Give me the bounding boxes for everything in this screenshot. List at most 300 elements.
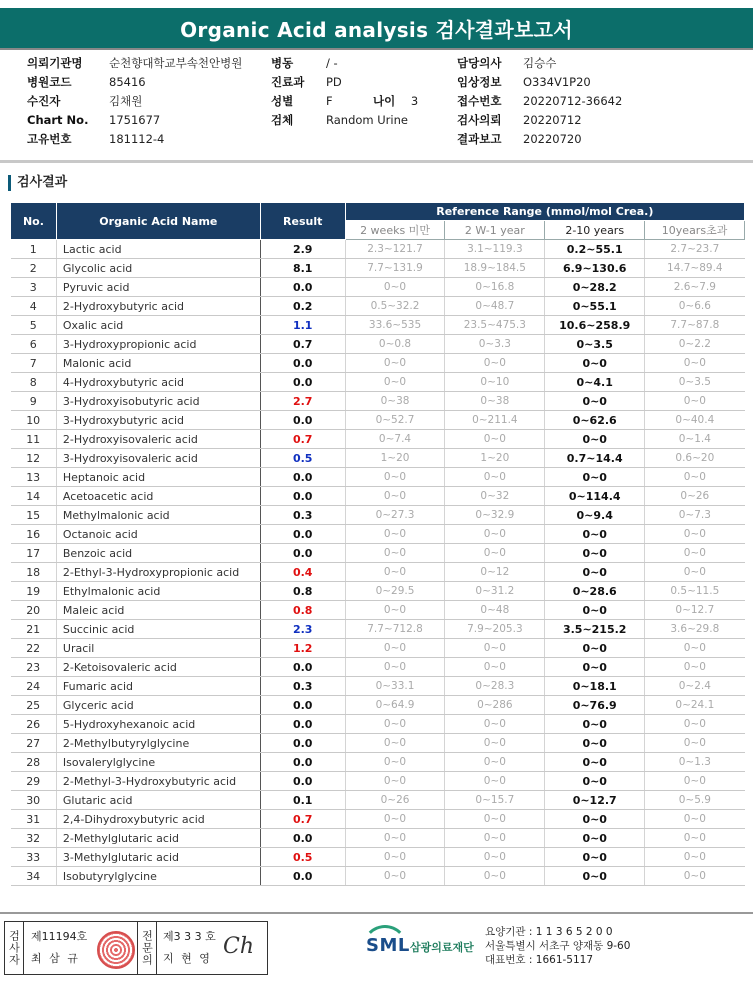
range-2weeks: 0~0 <box>345 829 445 848</box>
range-1year: 0~12 <box>445 563 545 582</box>
table-row <box>11 506 745 525</box>
acid-name: 3-Methylglutaric acid <box>56 848 260 867</box>
range-over10: 0~0 <box>645 734 745 753</box>
range-1year: 0~38 <box>445 392 545 411</box>
info-column-3 <box>457 54 622 149</box>
range-1year: 0~0 <box>445 772 545 791</box>
row-number: 6 <box>11 335 57 354</box>
result-value: 0.0 <box>260 354 345 373</box>
range-2weeks: 0~52.7 <box>345 411 445 430</box>
info-value: 순천향대학교부속천안병원 <box>109 56 243 70</box>
range-10years: 0~0 <box>545 468 645 487</box>
range-1year: 0~48 <box>445 601 545 620</box>
result-value: 0.0 <box>260 696 345 715</box>
acid-name: Lactic acid <box>56 240 260 259</box>
row-number: 31 <box>11 810 57 829</box>
row-number: 11 <box>11 430 57 449</box>
range-over10: 0~0 <box>645 525 745 544</box>
acid-name: Oxalic acid <box>56 316 260 335</box>
row-number: 15 <box>11 506 57 525</box>
signature-mark: Ch <box>223 934 255 959</box>
range-over10: 0~0 <box>645 772 745 791</box>
info-value: 20220712 <box>523 113 582 127</box>
range-over10: 2.6~7.9 <box>645 278 745 297</box>
info-row <box>271 92 333 111</box>
header-range-over10: 10years초과 <box>645 221 745 240</box>
result-value: 0.7 <box>260 335 345 354</box>
acid-name: Fumaric acid <box>56 677 260 696</box>
info-value: O334V1P20 <box>523 75 591 89</box>
header-range-2weeks: 2 weeks 미만 <box>345 221 445 240</box>
range-1year: 0~0 <box>445 525 545 544</box>
table-row <box>11 563 745 582</box>
acid-name: Glycolic acid <box>56 259 260 278</box>
range-over10: 0~6.6 <box>645 297 745 316</box>
info-value: 김승수 <box>523 56 557 70</box>
table-row <box>11 772 745 791</box>
range-2weeks: 0~0 <box>345 848 445 867</box>
result-value: 0.0 <box>260 658 345 677</box>
row-number: 25 <box>11 696 57 715</box>
table-row <box>11 753 745 772</box>
range-10years: 0~0 <box>545 829 645 848</box>
info-value: Random Urine <box>326 113 408 127</box>
range-1year: 0~286 <box>445 696 545 715</box>
table-row <box>11 297 745 316</box>
range-2weeks: 0~0 <box>345 278 445 297</box>
range-10years: 0.2~55.1 <box>545 240 645 259</box>
range-over10: 0~7.3 <box>645 506 745 525</box>
footer <box>0 915 753 982</box>
address-block <box>485 925 630 967</box>
range-2weeks: 0~0 <box>345 867 445 886</box>
range-2weeks: 0~7.4 <box>345 430 445 449</box>
range-over10: 0.5~11.5 <box>645 582 745 601</box>
footer-divider <box>0 912 753 914</box>
info-row <box>457 130 622 149</box>
acid-name: 2-Methyl-3-Hydroxybutyric acid <box>56 772 260 791</box>
info-value: F <box>326 94 333 108</box>
info-row <box>457 73 622 92</box>
specialist-number: 제3 3 3 호 <box>163 930 216 943</box>
result-value: 0.0 <box>260 373 345 392</box>
row-number: 21 <box>11 620 57 639</box>
table-row <box>11 354 745 373</box>
result-value: 0.0 <box>260 544 345 563</box>
info-label: Chart No. <box>27 113 89 127</box>
info-label: 담당의사 <box>457 56 502 70</box>
result-value: 1.2 <box>260 639 345 658</box>
range-2weeks: 7.7~712.8 <box>345 620 445 639</box>
range-2weeks: 0~0 <box>345 487 445 506</box>
header-range-10years: 2-10 years <box>545 221 645 240</box>
range-10years: 0~12.7 <box>545 791 645 810</box>
range-10years: 0~0 <box>545 734 645 753</box>
table-row <box>11 791 745 810</box>
range-10years: 0~28.2 <box>545 278 645 297</box>
info-value: 85416 <box>109 75 146 89</box>
result-value: 0.0 <box>260 468 345 487</box>
info-row <box>457 92 622 111</box>
range-2weeks: 0~0 <box>345 715 445 734</box>
range-over10: 0~2.4 <box>645 677 745 696</box>
range-2weeks: 7.7~131.9 <box>345 259 445 278</box>
range-2weeks: 0~0 <box>345 601 445 620</box>
result-value: 0.0 <box>260 829 345 848</box>
header-result: Result <box>260 203 345 240</box>
row-number: 30 <box>11 791 57 810</box>
table-row <box>11 373 745 392</box>
range-1year: 0~16.8 <box>445 278 545 297</box>
table-row <box>11 430 745 449</box>
range-10years: 10.6~258.9 <box>545 316 645 335</box>
acid-name: 2-Hydroxyisovaleric acid <box>56 430 260 449</box>
range-1year: 23.5~475.3 <box>445 316 545 335</box>
range-10years: 0~0 <box>545 639 645 658</box>
results-table <box>10 202 745 886</box>
range-over10: 0~0 <box>645 468 745 487</box>
table-row <box>11 734 745 753</box>
range-10years: 3.5~215.2 <box>545 620 645 639</box>
range-10years: 0~0 <box>545 848 645 867</box>
range-2weeks: 0~0.8 <box>345 335 445 354</box>
info-label: 병원코드 <box>27 75 72 89</box>
inspector-number: 제11194호 <box>31 930 88 943</box>
header-name: Organic Acid Name <box>56 203 260 240</box>
info-label: 접수번호 <box>457 94 502 108</box>
range-2weeks: 0~0 <box>345 563 445 582</box>
acid-name: 2-Methylbutyrylglycine <box>56 734 260 753</box>
range-1year: 0~10 <box>445 373 545 392</box>
result-value: 0.3 <box>260 506 345 525</box>
header-divider <box>0 160 753 163</box>
info-label: 진료과 <box>271 75 305 89</box>
info-value: 김채원 <box>109 94 143 108</box>
range-1year: 0~3.3 <box>445 335 545 354</box>
specialist-name: 지 현 영 <box>163 952 212 965</box>
acid-name: Pyruvic acid <box>56 278 260 297</box>
acid-name: Isovalerylglycine <box>56 753 260 772</box>
range-1year: 1~20 <box>445 449 545 468</box>
range-1year: 0~28.3 <box>445 677 545 696</box>
table-row <box>11 620 745 639</box>
logo-korean: 삼광의료재단 <box>410 941 474 954</box>
row-number: 34 <box>11 867 57 886</box>
range-10years: 0~0 <box>545 430 645 449</box>
range-2weeks: 0~27.3 <box>345 506 445 525</box>
range-over10: 14.7~89.4 <box>645 259 745 278</box>
table-row <box>11 696 745 715</box>
inspector-name: 최 삼 규 <box>31 952 80 965</box>
range-10years: 0~0 <box>545 867 645 886</box>
row-number: 13 <box>11 468 57 487</box>
range-2weeks: 0~38 <box>345 392 445 411</box>
row-number: 5 <box>11 316 57 335</box>
range-over10: 0~0 <box>645 544 745 563</box>
info-label: 검체 <box>271 113 294 127</box>
range-1year: 0~0 <box>445 753 545 772</box>
range-1year: 0~0 <box>445 867 545 886</box>
range-10years: 0~28.6 <box>545 582 645 601</box>
result-value: 0.0 <box>260 867 345 886</box>
acid-name: 3-Hydroxyisovaleric acid <box>56 449 260 468</box>
result-value: 0.8 <box>260 601 345 620</box>
result-value: 0.1 <box>260 791 345 810</box>
result-value: 0.0 <box>260 734 345 753</box>
row-number: 29 <box>11 772 57 791</box>
range-10years: 0~0 <box>545 753 645 772</box>
info-label: 결과보고 <box>457 132 502 146</box>
acid-name: Heptanoic acid <box>56 468 260 487</box>
range-over10: 7.7~87.8 <box>645 316 745 335</box>
acid-name: Benzoic acid <box>56 544 260 563</box>
info-value: / - <box>326 56 338 70</box>
table-row <box>11 468 745 487</box>
acid-name: 3-Hydroxyisobutyric acid <box>56 392 260 411</box>
range-over10: 0~0 <box>645 848 745 867</box>
range-1year: 0~0 <box>445 430 545 449</box>
table-row <box>11 848 745 867</box>
range-10years: 0~0 <box>545 772 645 791</box>
info-label: 성별 <box>271 94 294 108</box>
info-row <box>27 111 242 130</box>
info-row <box>457 111 622 130</box>
range-over10: 0~1.3 <box>645 753 745 772</box>
result-value: 0.5 <box>260 449 345 468</box>
range-10years: 6.9~130.6 <box>545 259 645 278</box>
title-underline <box>0 48 753 50</box>
range-2weeks: 0~64.9 <box>345 696 445 715</box>
result-value: 0.0 <box>260 411 345 430</box>
signature-box <box>4 921 268 975</box>
info-row <box>27 73 242 92</box>
range-1year: 0~0 <box>445 848 545 867</box>
row-number: 19 <box>11 582 57 601</box>
range-2weeks: 1~20 <box>345 449 445 468</box>
acid-name: Glutaric acid <box>56 791 260 810</box>
range-1year: 0~0 <box>445 715 545 734</box>
range-over10: 0.6~20 <box>645 449 745 468</box>
range-over10: 0~0 <box>645 867 745 886</box>
table-row <box>11 829 745 848</box>
result-value: 2.7 <box>260 392 345 411</box>
range-2weeks: 0~29.5 <box>345 582 445 601</box>
range-1year: 0~0 <box>445 810 545 829</box>
table-row <box>11 240 745 259</box>
range-1year: 0~0 <box>445 468 545 487</box>
header-range-1year: 2 W-1 year <box>445 221 545 240</box>
range-2weeks: 0~0 <box>345 544 445 563</box>
result-value: 0.5 <box>260 848 345 867</box>
range-1year: 0~0 <box>445 354 545 373</box>
range-1year: 0~0 <box>445 734 545 753</box>
table-row <box>11 677 745 696</box>
result-value: 0.2 <box>260 297 345 316</box>
range-10years: 0~0 <box>545 715 645 734</box>
range-10years: 0~0 <box>545 354 645 373</box>
table-row <box>11 487 745 506</box>
range-2weeks: 33.6~535 <box>345 316 445 335</box>
table-row <box>11 658 745 677</box>
info-row <box>271 73 342 92</box>
range-2weeks: 0~0 <box>345 354 445 373</box>
range-2weeks: 0~26 <box>345 791 445 810</box>
result-value: 0.3 <box>260 677 345 696</box>
row-number: 16 <box>11 525 57 544</box>
table-row <box>11 316 745 335</box>
info-row <box>271 54 338 73</box>
range-2weeks: 0~0 <box>345 525 445 544</box>
range-2weeks: 0~0 <box>345 753 445 772</box>
table-row <box>11 715 745 734</box>
row-number: 10 <box>11 411 57 430</box>
result-value: 2.3 <box>260 620 345 639</box>
table-row <box>11 601 745 620</box>
range-1year: 0~211.4 <box>445 411 545 430</box>
range-1year: 3.1~119.3 <box>445 240 545 259</box>
range-10years: 0~0 <box>545 658 645 677</box>
range-2weeks: 0~0 <box>345 772 445 791</box>
row-number: 26 <box>11 715 57 734</box>
range-10years: 0~76.9 <box>545 696 645 715</box>
result-value: 2.9 <box>260 240 345 259</box>
info-label: 병동 <box>271 56 294 70</box>
info-column-1 <box>27 54 242 149</box>
range-2weeks: 0~0 <box>345 658 445 677</box>
range-over10: 0~1.4 <box>645 430 745 449</box>
range-10years: 0~18.1 <box>545 677 645 696</box>
result-value: 0.0 <box>260 772 345 791</box>
range-1year: 0~0 <box>445 829 545 848</box>
acid-name: 2,4-Dihydroxybutyric acid <box>56 810 260 829</box>
range-2weeks: 2.3~121.7 <box>345 240 445 259</box>
range-2weeks: 0~0 <box>345 734 445 753</box>
range-10years: 0~4.1 <box>545 373 645 392</box>
age-field <box>373 92 418 111</box>
result-value: 8.1 <box>260 259 345 278</box>
row-number: 20 <box>11 601 57 620</box>
info-row <box>457 54 622 73</box>
address-line-1: 요양기관 : 1 1 3 6 5 2 0 0 <box>485 926 613 938</box>
range-1year: 0~48.7 <box>445 297 545 316</box>
range-over10: 0~3.5 <box>645 373 745 392</box>
acid-name: Isobutyrylglycine <box>56 867 260 886</box>
range-over10: 0~0 <box>645 563 745 582</box>
result-value: 0.0 <box>260 715 345 734</box>
info-value: 20220712-36642 <box>523 94 623 108</box>
acid-name: Malonic acid <box>56 354 260 373</box>
range-over10: 0~0 <box>645 354 745 373</box>
address-line-3: 대표번호 : 1661-5117 <box>485 954 594 966</box>
row-number: 8 <box>11 373 57 392</box>
result-value: 0.4 <box>260 563 345 582</box>
range-over10: 0~0 <box>645 810 745 829</box>
range-1year: 0~15.7 <box>445 791 545 810</box>
table-row <box>11 278 745 297</box>
results-body <box>11 240 745 886</box>
row-number: 32 <box>11 829 57 848</box>
info-row <box>27 54 242 73</box>
table-row <box>11 259 745 278</box>
range-10years: 0~0 <box>545 563 645 582</box>
row-number: 18 <box>11 563 57 582</box>
acid-name: 3-Hydroxybutyric acid <box>56 411 260 430</box>
acid-name: 4-Hydroxybutyric acid <box>56 373 260 392</box>
info-value: 1751677 <box>109 113 161 127</box>
info-value: 181112-4 <box>109 132 165 146</box>
range-over10: 3.6~29.8 <box>645 620 745 639</box>
report-title: Organic Acid analysis 검사결과보고서 <box>0 8 753 48</box>
result-value: 1.1 <box>260 316 345 335</box>
acid-name: 3-Hydroxypropionic acid <box>56 335 260 354</box>
range-over10: 0~12.7 <box>645 601 745 620</box>
table-row <box>11 582 745 601</box>
range-1year: 0~31.2 <box>445 582 545 601</box>
row-number: 1 <box>11 240 57 259</box>
row-number: 22 <box>11 639 57 658</box>
inspector-label <box>5 922 24 974</box>
row-number: 9 <box>11 392 57 411</box>
range-10years: 0~0 <box>545 392 645 411</box>
address-line-2: 서울특별시 서초구 양재동 9-60 <box>485 940 631 952</box>
row-number: 14 <box>11 487 57 506</box>
range-over10: 2.7~23.7 <box>645 240 745 259</box>
range-1year: 18.9~184.5 <box>445 259 545 278</box>
table-row <box>11 867 745 886</box>
info-value: 20220720 <box>523 132 582 146</box>
row-number: 33 <box>11 848 57 867</box>
info-label: 임상정보 <box>457 75 502 89</box>
range-10years: 0~0 <box>545 525 645 544</box>
table-row <box>11 639 745 658</box>
range-10years: 0.7~14.4 <box>545 449 645 468</box>
range-10years: 0~114.4 <box>545 487 645 506</box>
row-number: 7 <box>11 354 57 373</box>
table-row <box>11 392 745 411</box>
header-no: No. <box>11 203 57 240</box>
range-over10: 0~0 <box>645 829 745 848</box>
row-number: 28 <box>11 753 57 772</box>
table-row <box>11 449 745 468</box>
inspector-label-text: 검사자 <box>7 930 21 966</box>
specialist-label-text: 전문의 <box>140 930 154 966</box>
acid-name: Ethylmalonic acid <box>56 582 260 601</box>
info-label: 검사의뢰 <box>457 113 502 127</box>
row-number: 17 <box>11 544 57 563</box>
row-number: 27 <box>11 734 57 753</box>
range-over10: 0~2.2 <box>645 335 745 354</box>
acid-name: 2-Methylglutaric acid <box>56 829 260 848</box>
info-value: PD <box>326 75 342 89</box>
info-label: 의뢰기관명 <box>27 56 83 70</box>
result-value: 0.8 <box>260 582 345 601</box>
range-over10: 0~24.1 <box>645 696 745 715</box>
acid-name: Maleic acid <box>56 601 260 620</box>
table-row <box>11 335 745 354</box>
acid-name: 2-Ketoisovaleric acid <box>56 658 260 677</box>
inspector-info <box>31 926 87 970</box>
range-2weeks: 0~0 <box>345 373 445 392</box>
logo-text: SML <box>366 935 410 956</box>
range-10years: 0~3.5 <box>545 335 645 354</box>
official-seal <box>97 931 135 969</box>
row-number: 24 <box>11 677 57 696</box>
table-row <box>11 544 745 563</box>
result-value: 0.7 <box>260 430 345 449</box>
range-2weeks: 0~33.1 <box>345 677 445 696</box>
range-1year: 0~0 <box>445 639 545 658</box>
range-over10: 0~0 <box>645 392 745 411</box>
